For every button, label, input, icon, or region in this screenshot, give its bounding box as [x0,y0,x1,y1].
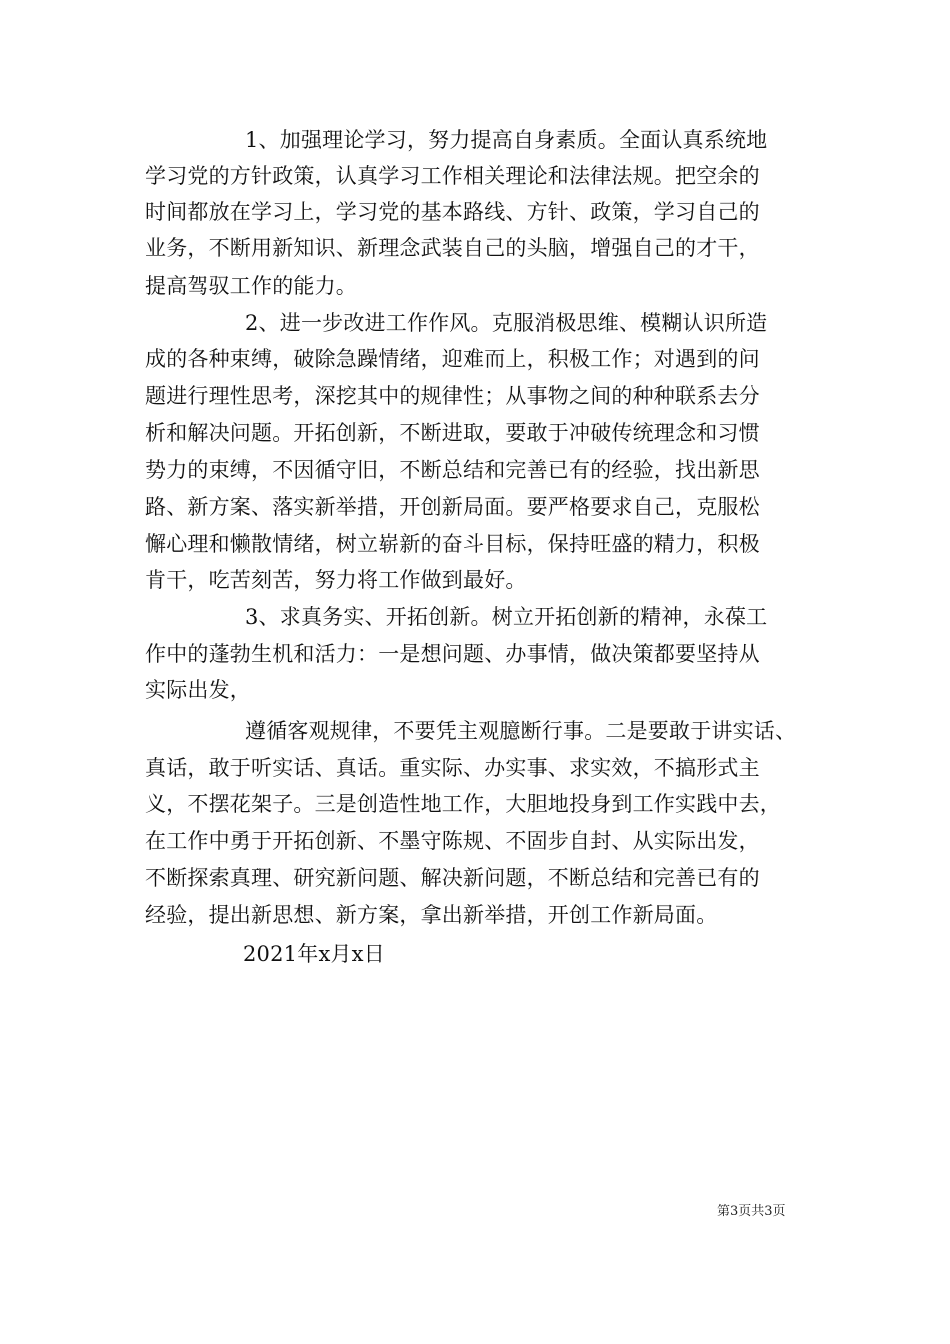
paragraph-4-line-5: 不断探索真理、研究新问题、解决新问题，不断总结和完善已有的 [145,866,760,890]
paragraph-3-line-2: 作中的蓬勃生机和活力：一是想问题、办事情，做决策都要坚持从 [145,642,760,666]
paragraph-1-line-3: 时间都放在学习上，学习党的基本路线、方针、政策，学习自己的 [145,200,760,224]
paragraph-2-line-5: 势力的束缚，不因循守旧，不断总结和完善已有的经验，找出新思 [145,458,760,482]
paragraph-4-line-6: 经验，提出新思想、新方案，拿出新举措，开创工作新局面。 [145,903,718,927]
paragraph-3-line-1: 3、求真务实、开拓创新。树立开拓创新的精神，永葆工 [245,605,768,629]
paragraph-4-line-3: 义，不摆花架子。三是创造性地工作，大胆地投身到工作实践中去， [145,792,781,816]
paragraph-2-line-3: 题进行理性思考，深挖其中的规律性；从事物之间的种种联系去分 [145,384,760,408]
paragraph-3-line-3: 实际出发， [145,678,251,702]
paragraph-2-line-4: 析和解决问题。开拓创新，不断进取，要敢于冲破传统理念和习惯 [145,421,760,445]
paragraph-2-line-6: 路、新方案、落实新举措，开创新局面。要严格要求自己，克服松 [145,495,760,519]
paragraph-2-line-1: 2、进一步改进工作作风。克服消极思维、模糊认识所造 [245,311,768,335]
page-number-footer: 第3页共3页 [717,1204,786,1219]
document-date: 2021年x月x日 [243,942,385,966]
paragraph-2-line-2: 成的各种束缚，破除急躁情绪，迎难而上，积极工作；对遇到的问 [145,347,760,371]
paragraph-2-line-8: 肯干，吃苦刻苦，努力将工作做到最好。 [145,568,527,592]
paragraph-4-line-2: 真话，敢于听实话、真话。重实际、办实事、求实效，不搞形式主 [145,756,760,780]
paragraph-4-line-1: 遵循客观规律，不要凭主观臆断行事。二是要敢于讲实话、 [245,719,797,743]
paragraph-4-line-4: 在工作中勇于开拓创新、不墨守陈规、不固步自封、从实际出发， [145,829,760,853]
paragraph-2-line-7: 懈心理和懒散情绪，树立崭新的奋斗目标，保持旺盛的精力，积极 [145,532,760,556]
paragraph-1-line-4: 业务，不断用新知识、新理念武装自己的头脑，增强自己的才干， [145,236,760,260]
paragraph-1-line-5: 提高驾驭工作的能力。 [145,274,357,298]
paragraph-1-line-2: 学习党的方针政策，认真学习工作相关理论和法律法规。把空余的 [145,164,760,188]
paragraph-1-line-1: 1、加强理论学习，努力提高自身素质。全面认真系统地 [245,128,768,152]
